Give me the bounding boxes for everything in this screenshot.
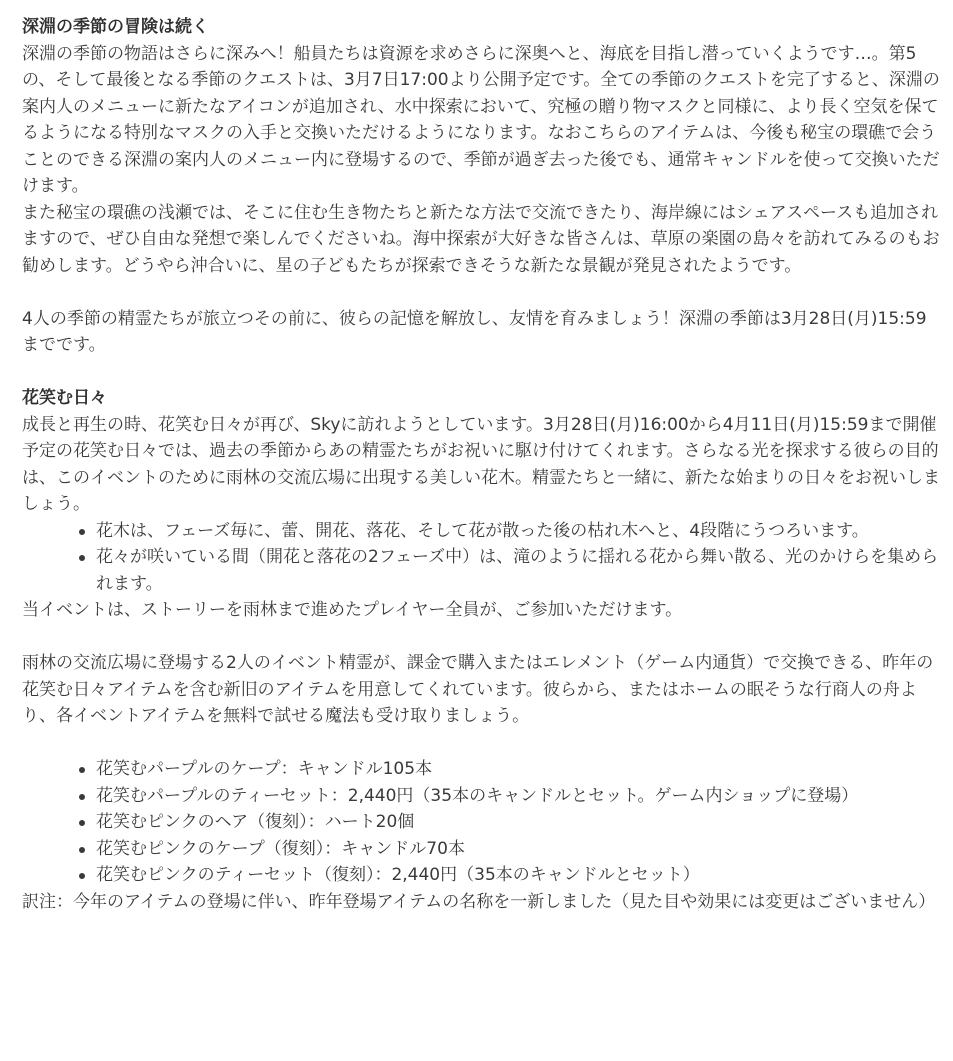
spacer [22,730,943,757]
list-item: 花笑むピンクのヘア（復刻）：ハート20個 [96,809,943,836]
event-heading: 花笑む日々 [22,388,107,408]
event-items-intro: 雨林の交流広場に登場する2人のイベント精霊が、課金で購入またはエレメント（ゲーム内通貨）で交換できる、昨年の花笑む日々アイテムを含む新旧のアイテムを用意してくれています。彼らから、またはホームの眠そうな行商人の舟より、各イベントアイテムを無料で試せる魔法も受け取りましょう。 [22,653,934,726]
season-paragraph-1: 深淵の季節の物語はさらに深みへ！船員たちは資源を求めさらに深奥へと、海底を目指し潜っていくようです…。第5の、そして最後となる季節のクエストは、3月7日17:00より公開予定です。全ての季節のクエストを完了すると、深淵の案内人のメニューに新たなアイコンが追加され、水中探索において、究極の贈り物マスクと同様に、より長く空気を保てるようになる特別なマスクの入手と交換いただけるようになります。なおこちらのアイテムは、今後も秘宝の環礁で会うことのできる深淵の案内人のメニュー内に登場するので、季節が過ぎ去った後でも、通常キャンドルを使って交換いただけます。 [22,43,940,196]
event-intro-paragraph: 成長と再生の時、花笑む日々が再び、Skyに訪れようとしています。3月28日(月)16:00から4月11日(月)15:59まで開催予定の花笑む日々では、過去の季節からあの精霊たちがお祝いに駆け付けてくれます。さらなる光を探求する彼らの目的は、このイベントのために雨林の交流広場に出現する美しい花木。精霊たちと一緒に、新たな始まりの日々をお祝いしましょう。 [22,414,940,514]
season-paragraph-2: また秘宝の環礁の浅瀬では、そこに住む生き物たちと新たな方法で交流できたり、海岸線にはシェアスペースも追加されますので、ぜひ自由な発想で楽しんでくださいね。海中探索が大好きな皆さんは、草原の楽園の島々を訪れてみるのもお勧めします。どうやら沖合いに、星の子どもたちが探索できそうな新たな景観が発見されたようです。 [22,202,940,276]
season-heading: 深淵の季節の冒険は続く [22,17,209,37]
list-item: 花笑むピンクのケープ（復刻）：キャンドル70本 [96,836,943,863]
list-item: 花々が咲いている間（開花と落花の2フェーズ中）は、滝のように揺れる花から舞い散る、光のかけらを集められます。 [96,544,943,597]
spacer [22,279,943,306]
translator-note: 訳注：今年のアイテムの登場に伴い、昨年登場アイテムの名称を一新しました（見た目や効果には変更はございません） [22,891,936,912]
spacer [22,359,943,386]
list-item: 花笑むパープルのティーセット：2,440円（35本のキャンドルとセット。ゲーム内ショップに登場） [96,783,943,810]
season-end-paragraph: 4人の季節の精霊たちが旅立つその前に、彼らの記憶を解放し、友情を育みましょう！深淵の季節は3月28日(月)15:59までです。 [22,308,927,355]
list-item: 花木は、フェーズ毎に、蕾、開花、落花、そして花が散った後の枯れ木へと、4段階にうつろいます。 [96,518,943,545]
spacer [22,624,943,651]
event-items-list [22,756,943,889]
event-bullet-list [22,518,943,598]
event-note: 当イベントは、ストーリーを雨林まで進めたプレイヤー全員が、ご参加いただけます。 [22,600,683,620]
list-item: 花笑むパープルのケープ：キャンドル105本 [96,756,943,783]
list-item: 花笑むピンクのティーセット（復刻）：2,440円（35本のキャンドルとセット） [96,862,943,889]
